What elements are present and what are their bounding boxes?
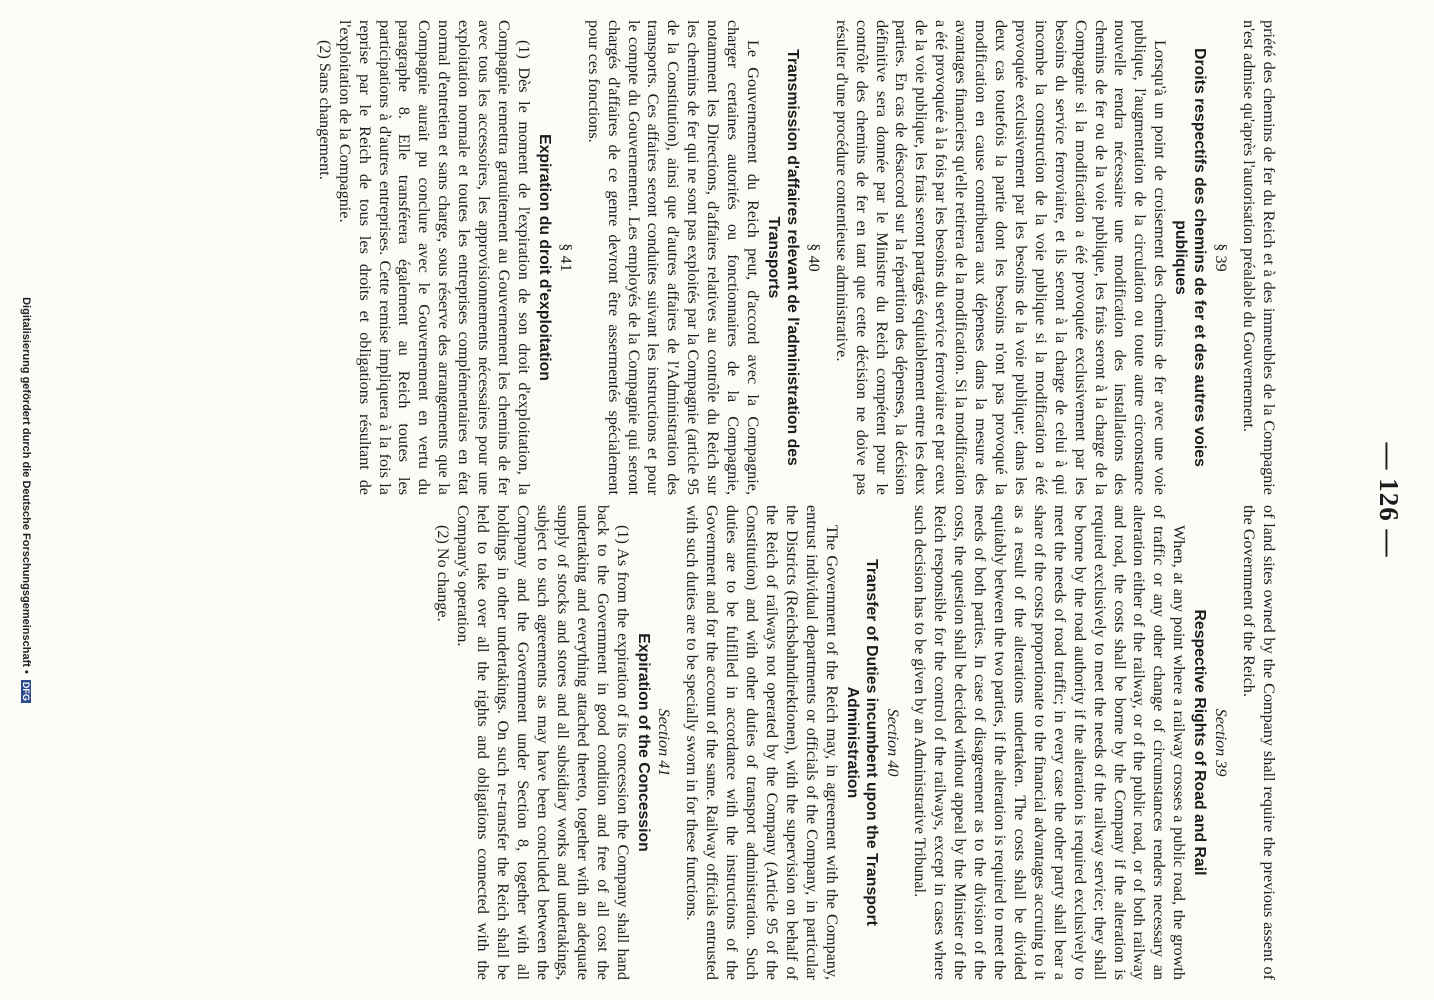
fr-section-41-title: Expiration du droit d'exploitation xyxy=(535,134,553,381)
en-section-39-title: Respective Rights of Road and Rail xyxy=(1191,609,1209,876)
french-column xyxy=(314,20,1278,495)
fr-section-39-paragraph: Lorsqu'à un point de croisement des chemins de fer avec une voie publique, l'augmentation de la circulation ou toute autre circonstance nouvelle rendra nécessaire une modification des installations des chemins de fer ou de la voie publique, les frais seront à la charge de la Compagnie si la modification a été provoquée exclusivement par les besoins du service ferroviaire, et ils seront à la charge de celui à qui incombe la construction de la voie publique si la modification a été provoquée exclusivement par les besoins de la voie publique; dans les deux cas toutefois la partie dont les besoins n'ont pas provoqué la modification en cause contribuera aux dépenses dans la mesure des avantages financiers qu'elle retirera de la modification. Si la modification a été provoquée à la fois par les besoins du service ferroviaire et par ceux de la voie publique, les frais seront partagés équitablement entre les deux parties. En cas de désaccord sur la répartition des dépenses, la décision définitive sera donnée par le Ministre du Reich compétent pour le contrôle des chemins de fer en tant que cette décision ne doive pas résulter d'une procédure contentieuse administrative. xyxy=(832,20,1170,495)
en-intro-paragraph: of land sites owned by the Company shall require the previous assent of the Government of the Reich. xyxy=(1240,505,1278,980)
en-section-40-title: Transfer of Duties incumbent upon the Transport Administration xyxy=(843,559,880,926)
fr-intro-paragraph: priété des chemins de fer du Reich et à des immeubles de la Compagnie n'est admise qu'après l'autorisation préalable du Gouvernement. xyxy=(1240,20,1278,495)
fr-section-40-number: § 40 xyxy=(804,243,823,272)
en-section-41-paragraph-2: (2) No change. xyxy=(434,525,453,622)
fr-section-41-paragraph-2: (2) Sans changement. xyxy=(315,40,334,180)
fr-section-39-title: Droits respectifs des chemins de fer et des autres voies publiques xyxy=(1172,48,1209,467)
en-section-40-number: Section 40 xyxy=(883,708,902,777)
en-section-39-number: Section 39 xyxy=(1212,708,1231,777)
dfg-logo: DFG xyxy=(20,681,31,701)
fr-section-41-paragraph-1: (1) Dès le moment de l'expiration de son droit d'exploitation, la Compagnie remettra gratuitement au Gouvernement les chemins de fer avec tous les accessoires, les approvisionnements nécessaires pour une exploitation normale et toutes les entreprises complémentaires en état normal d'entretien et sans charge, sous réserve des arrangements que la Compagnie aurait pu conclure avec le Gouvernement en vertu du paragraphe 8. Elle transférera également au Reich toutes les participations à d'autres entreprises. Cette remise impliquera à la fois la reprise par le Reich de tous les droits et obligations résultant de l'exploitation de la Compagnie. xyxy=(335,20,533,495)
fr-section-40-title: Transmission d'affaires relevant de l'administration des Transports xyxy=(764,49,801,466)
english-column xyxy=(432,505,1278,980)
en-section-39-paragraph: When, at any point where a railway crosses a public road, the growth of traffic or any other change of circumstances renders necessary an alteration either of the railway, or of the public road, or of both railway and road, the costs shall be borne by the Company if the alteration is required exclusively to meet the needs of the railway service; they shall be borne by the road authority if the alteration is required exclusively to meet the needs of road traffic; in every case the other party shall bear a share of the costs proportionate to the financial advantages accruing to it as a result of the alterations undertaken. The costs shall be divided equitably between the two parties, if the alteration is required to meet the needs of both parties. In case of disagreement as to the division of the costs, the question shall be decided without appeal by the Minister of the Reich responsible for the control of the railways, except in cases where such decision has to be given by an Administrative Tribunal. xyxy=(911,505,1189,980)
en-section-41-number: Section 41 xyxy=(655,708,674,777)
fr-section-40-paragraph: Le Gouvernement du Reich peut, d'accord avec la Compagnie, charger certaines autorités ou fonctionnaires de la Compagnie, notamment les Directions, d'affaires relatives au contrôle du Reich sur les chemins de fer qui ne sont pas exploités par la Compagnie (article 95 de la Constitution), ainsi que d'autres affaires de l'Administration des transports. Ces affaires seront conduites suivant les instructions et pour le compte du Gouvernement. Les employés de la Compagnie qui seront chargés d'affaires de ce genre devront être assermentés spécialement pour ces fonctions. xyxy=(584,20,762,495)
en-section-41-paragraph-1: (1) As from the expiration of its concession the Company shall hand back to the Government in good condition and free of all cost the undertaking and everything attached thereto, together with an adequate supply of stocks and stores and all subsidiary works and undertakings, subject to such agreements as may have been concluded between the Company and the Government under Section 8, together with all holdings in other undertakings. On such re-transfer the Reich shall be held to take over all the rights and obligations connected with the Company's operation. xyxy=(454,505,632,980)
page-number: — 126 — xyxy=(1374,442,1404,558)
en-section-40-paragraph: The Government of the Reich may, in agreement with the Company, entrust individual departments or officials of the Company, in particular the Districts (Reichsbahndirektionen), with the supervision on behalf of the Reich of railways not operated by the Company (Article 95 of the Constitution) and with other duties of transport administration. Such duties are to be fulfilled in accordance with the instructions of the Government and for the account of the same. Railway officials entrusted with such duties are to be specially sworn in for these functions. xyxy=(683,505,841,980)
fr-section-39-number: § 39 xyxy=(1212,243,1231,272)
en-section-41-title: Expiration of the Concession xyxy=(634,633,652,852)
digitization-footer xyxy=(20,0,32,1000)
fr-section-41-number: § 41 xyxy=(556,243,575,272)
footer-text: Digitalisierung gefördert durch die Deutsche Forschungsgemeinschaft • xyxy=(20,297,32,674)
